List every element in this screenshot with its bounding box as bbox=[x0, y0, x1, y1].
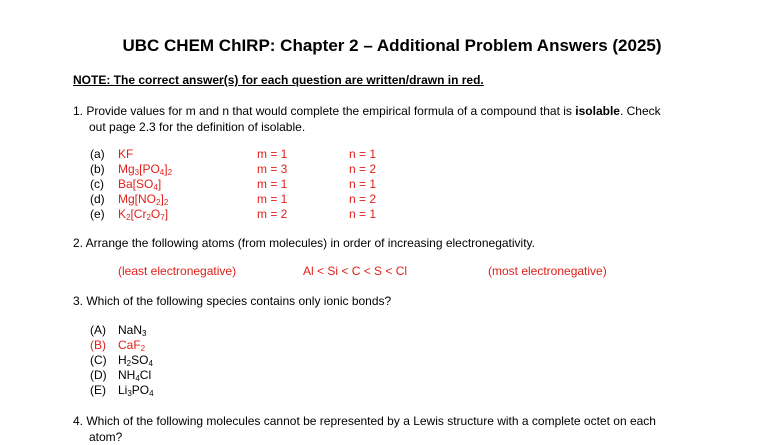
question-2-text: 2. Arrange the following atoms (from molecules) in order of increasing electronegativity. bbox=[73, 236, 535, 250]
q1-row-b-n: n = 2 bbox=[349, 162, 377, 176]
q1-text-part2: . Check bbox=[619, 104, 661, 118]
q1-row-b-m: m = 3 bbox=[257, 162, 288, 176]
q1-text-line2: out page 2.3 for the definition of isolable. bbox=[89, 120, 306, 134]
q1-bold-word: isolable bbox=[575, 104, 620, 118]
q1-text-part1: 1. Provide values for m and n that would complete the empirical formula of a compound that is bbox=[73, 104, 576, 118]
q3-option-c-formula: $H_2SO_4$ bbox=[118, 353, 153, 368]
q4-text-line2: atom? bbox=[89, 430, 123, 444]
question-3-text: 3. Which of the following species contains only ionic bonds? bbox=[73, 294, 392, 308]
document-title: UBC CHEM ChIRP: Chapter 2 – Additional Problem Answers (2025) bbox=[122, 36, 662, 55]
q1-row-c-m: m = 1 bbox=[257, 177, 288, 191]
q1-row-a-m: m = 1 bbox=[257, 147, 288, 161]
q3-option-a-formula: NaN$_3$ bbox=[118, 323, 147, 338]
q2-least-label: (least electronegative) bbox=[118, 264, 237, 278]
q1-row-a-label: (a) bbox=[90, 147, 105, 161]
q3-option-e-formula: $Li_3PO_4$ bbox=[118, 383, 154, 398]
q1-row-c-formula: $Ba[SO_4]$ bbox=[118, 177, 162, 192]
question-4-text bbox=[73, 413, 656, 445]
q3-option-e-label: (E) bbox=[90, 383, 106, 397]
q1-row-b-label: (b) bbox=[90, 162, 105, 176]
q3-option-b-formula: CaF$_2$ bbox=[118, 338, 146, 353]
q3-option-c-label: (C) bbox=[90, 353, 107, 367]
q1-row-e-n: n = 1 bbox=[349, 207, 377, 221]
q2-order: Al < Si < C < S < Cl bbox=[303, 264, 408, 278]
q3-option-b-label: (B) bbox=[90, 338, 106, 352]
question-1-text bbox=[73, 103, 661, 135]
q1-row-d-formula: $Mg[NO_2]_2$ bbox=[118, 192, 169, 207]
q3-option-d-label: (D) bbox=[90, 368, 107, 382]
q1-row-e-m: m = 2 bbox=[257, 207, 288, 221]
q1-row-d-m: m = 1 bbox=[257, 192, 288, 206]
q1-row-c-label: (c) bbox=[90, 177, 104, 191]
q1-row-e-label: (e) bbox=[90, 207, 105, 221]
q1-row-d-label: (d) bbox=[90, 192, 105, 206]
q1-row-c-n: n = 1 bbox=[349, 177, 377, 191]
q1-row-e-formula: $K_2[Cr_2O_7]$ bbox=[118, 207, 169, 222]
note-text: NOTE: The correct answer(s) for each question are written/drawn in red. bbox=[73, 73, 484, 87]
q3-option-a-label: (A) bbox=[90, 323, 106, 337]
q1-row-d-n: n = 2 bbox=[349, 192, 377, 206]
q4-text-line1: 4. Which of the following molecules cannot be represented by a Lewis structure with a complete octet on each bbox=[73, 414, 656, 428]
q2-most-label: (most electronegative) bbox=[488, 264, 607, 278]
q1-row-b-formula: $Mg_3[PO_4]_2$ bbox=[118, 162, 173, 177]
q1-row-a-formula: KF bbox=[118, 147, 134, 161]
q3-option-d-formula: $NH_4Cl$ bbox=[118, 368, 152, 383]
q1-row-a-n: n = 1 bbox=[349, 147, 377, 161]
